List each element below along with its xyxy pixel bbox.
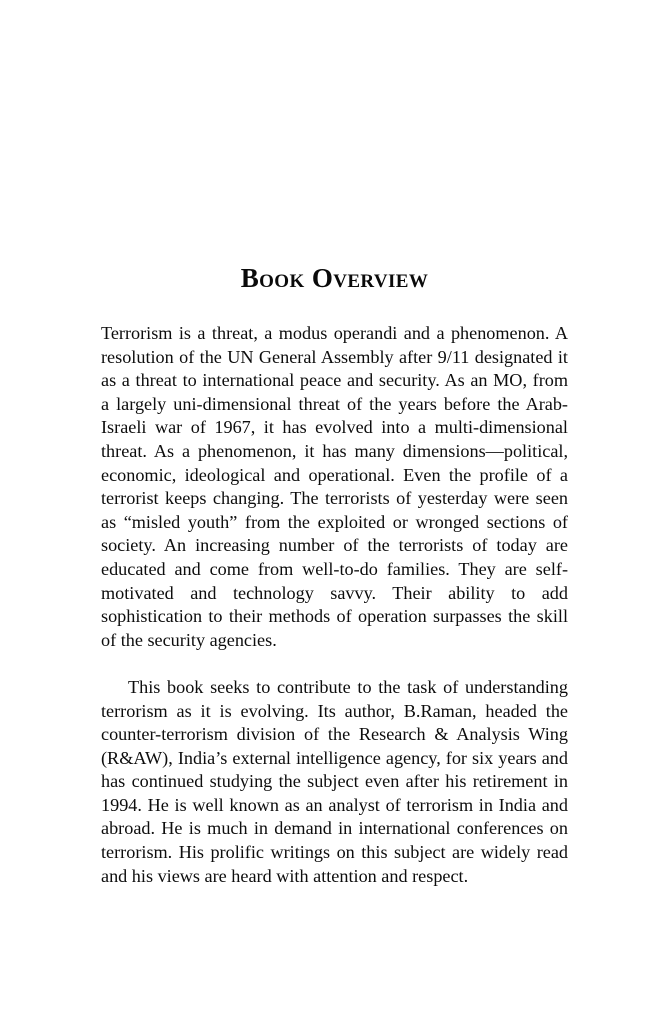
page-title: Book Overview	[240, 263, 429, 293]
body-paragraph-2: This book seeks to contribute to the task of understanding terrorism as it is evolving. Its author, B.Raman, headed the counter-terrorism division of the Research & Analysis Wing (R&AW), India’s external intelligence agency, for six years and has continued studying the subject even after his retirement in 1994. He is well known as an analyst of terrorism in India and abroad. He is much in demand in international conferences on terrorism. His prolific writings on this subject are widely read and his views are heard with attention and respect.	[101, 676, 568, 886]
body-paragraph-1: Terrorism is a threat, a modus operandi and a phenomenon. A resolution of the UN General Assembly after 9/11 designated it as a threat to international peace and security. As an MO, from a largely uni-dimensional threat of the years before the Arab-Israeli war of 1967, it has evolved into a multi-dimensional threat. As a phenomenon, it has many dimensions—political, economic, ideological and operational. Even the profile of a terrorist keeps changing. The terrorists of yesterday were seen as “misled youth” from the exploited or wronged sections of society. An increasing number of the terrorists of today are educated and come from well-to-do families. They are self-motivated and technology savvy. Their ability to add sophistication to their methods of operation surpasses the skill of the security agencies.	[101, 323, 568, 650]
body-text-block	[101, 322, 568, 888]
